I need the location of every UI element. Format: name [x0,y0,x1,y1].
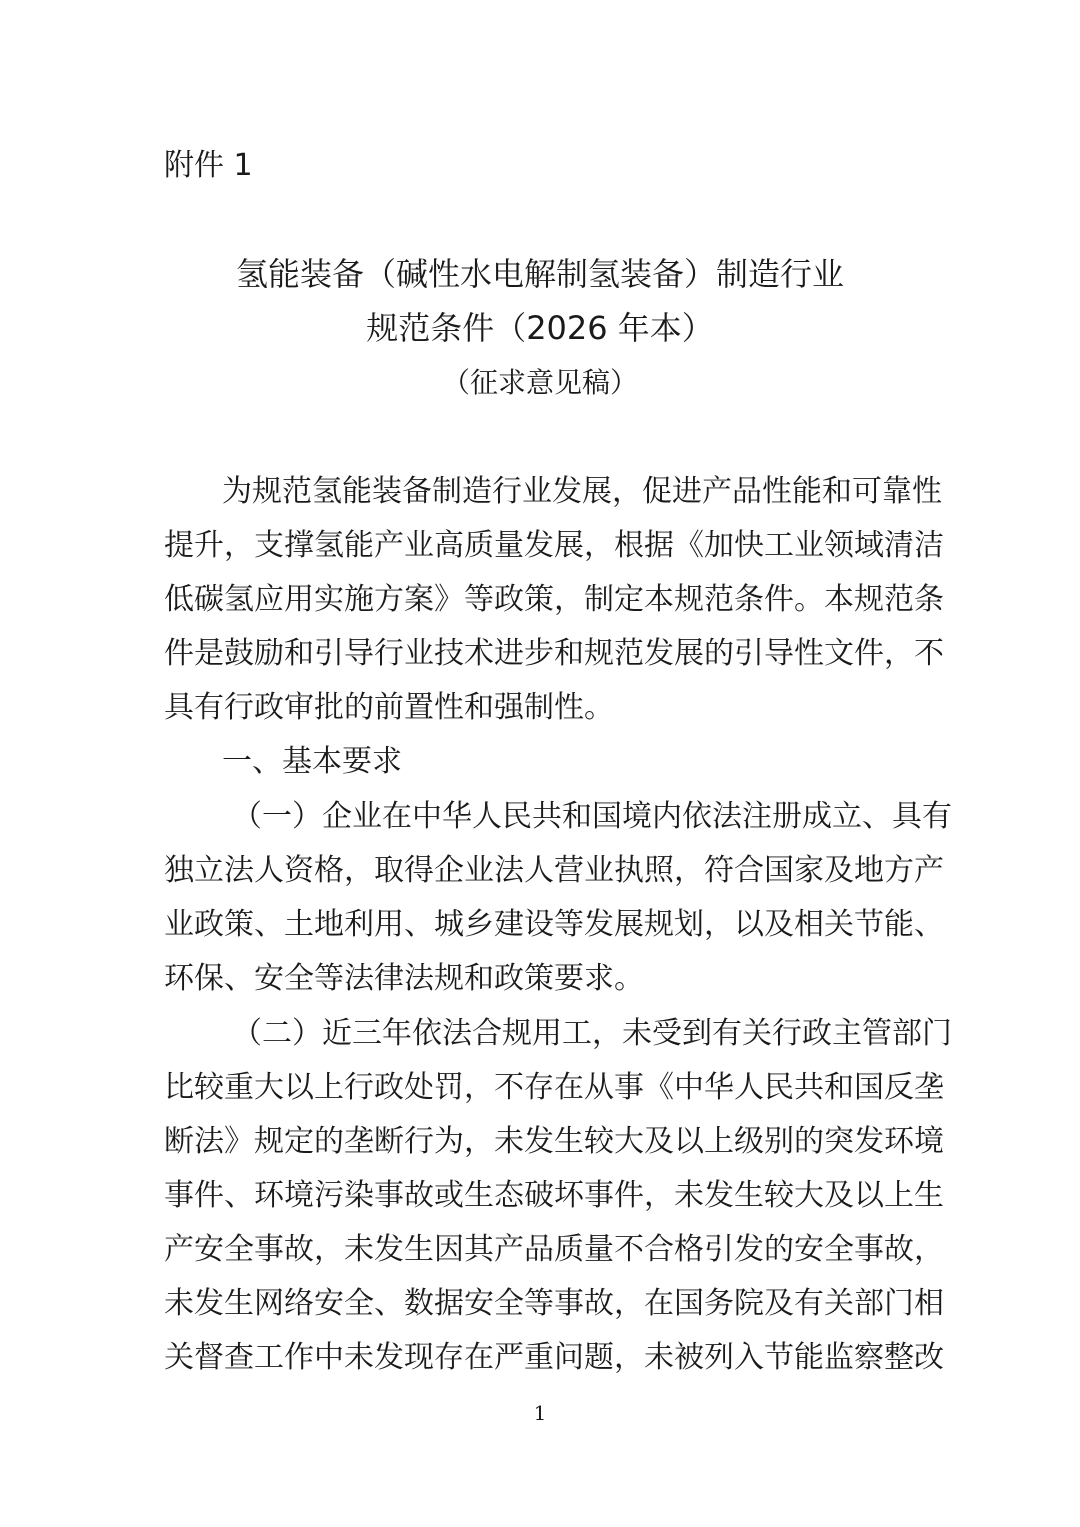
paragraph-line: 未发生网络安全、数据安全等事故，在国务院及有关部门相 [164,1286,944,1321]
page-number: 1 [533,1401,547,1425]
section-heading: 一、基本要求 [222,744,402,779]
paragraph-line: （二）近三年依法合规用工，未受到有关行政主管部门 [232,1016,952,1051]
attachment-label: 附件 1 [164,148,253,183]
paragraph-line: 断法》规定的垄断行为，未发生较大及以上级别的突发环境 [164,1124,944,1159]
paragraph-line: 业政策、土地利用、城乡建设等发展规划，以及相关节能、 [164,907,944,942]
document-title-line-2: 规范条件（2026 年本） [366,309,714,347]
paragraph-line: 产安全事故，未发生因其产品质量不合格引发的安全事故， [164,1232,944,1267]
paragraph-line: （一）企业在中华人民共和国境内依法注册成立、具有 [232,799,952,834]
paragraph-line: 独立法人资格，取得企业法人营业执照，符合国家及地方产 [164,853,944,888]
paragraph-line: 提升，支撑氢能产业高质量发展，根据《加快工业领域清洁 [164,528,944,563]
paragraph-line: 事件、环境污染事故或生态破坏事件，未发生较大及以上生 [164,1178,944,1213]
paragraph-line: 低碳氢应用实施方案》等政策，制定本规范条件。本规范条 [164,582,944,617]
paragraph-line: 关督查工作中未发现存在严重问题，未被列入节能监察整改 [164,1340,944,1375]
paragraph-line: 具有行政审批的前置性和强制性。 [164,690,614,725]
document-title-line-1: 氢能装备（碱性水电解制氢装备）制造行业 [235,255,844,293]
paragraph-line: 比较重大以上行政处罚，不存在从事《中华人民共和国反垄 [164,1070,944,1105]
paragraph-line: 件是鼓励和引导行业技术进步和规范发展的引导性文件，不 [164,636,944,671]
paragraph-line: 为规范氢能装备制造行业发展，促进产品性能和可靠性 [222,474,942,509]
document-subtitle: （征求意见稿） [441,366,638,399]
paragraph-line: 环保、安全等法律法规和政策要求。 [164,961,644,996]
